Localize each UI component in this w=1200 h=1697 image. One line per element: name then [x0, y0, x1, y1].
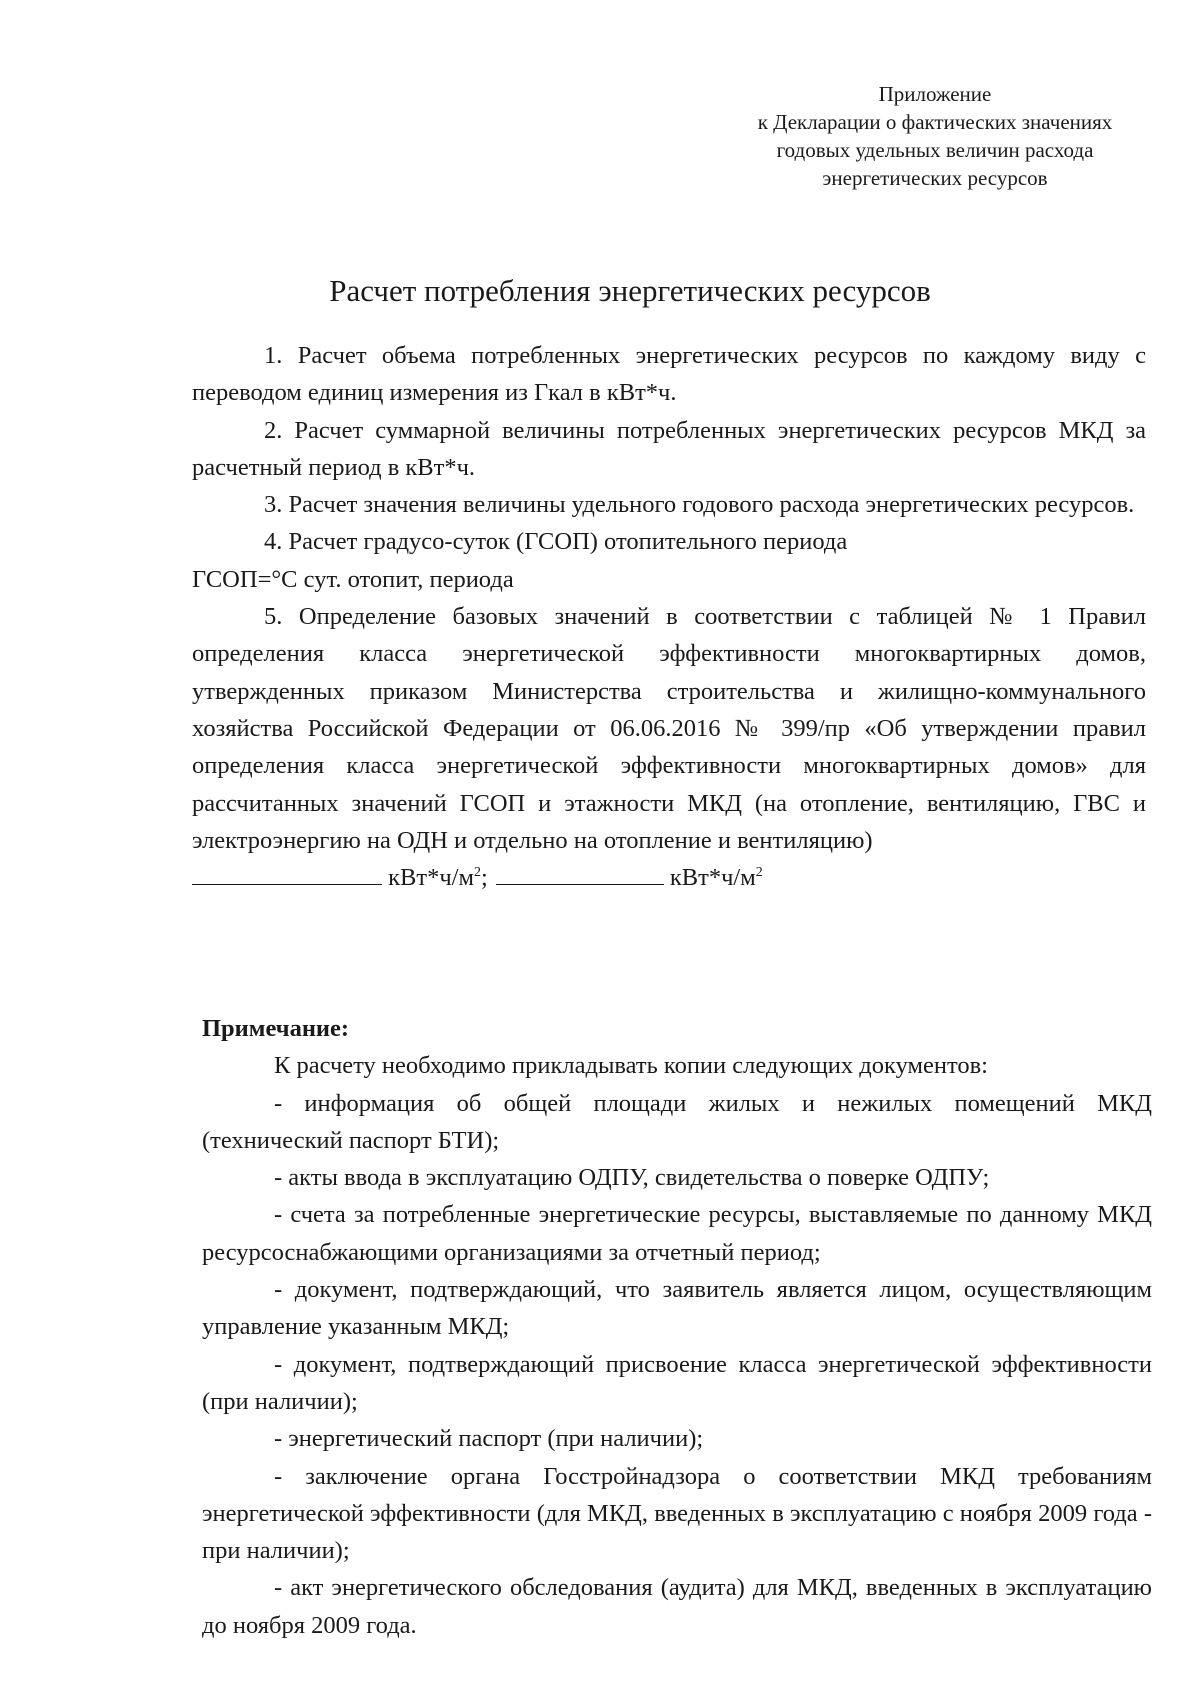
appendix-line-1: Приложение: [878, 82, 992, 106]
note-heading: Примечание:: [202, 1015, 350, 1042]
appendix-line-4: энергетических ресурсов: [822, 166, 1048, 190]
step-2: 2. Расчет суммарной величины потребленных энергетических ресурсов МКД за расчетный период в кВт*ч.: [192, 416, 1146, 481]
appendix-header: [700, 80, 1170, 192]
note-doc-item: - счета за потребленные энергетические ресурсы, выставляемые по данному МКД ресурсоснабжающими организациями за отчетный период;: [202, 1201, 1152, 1266]
step-4: 4. Расчет градусо-суток (ГСОП) отопительного периода: [264, 528, 848, 556]
note-doc-item: - акт энергетического обследования (аудита) для МКД, введенных в эксплуатацию до ноября 2009 года.: [202, 1574, 1152, 1639]
unit-label-2: [670, 864, 763, 891]
document-title: Расчет потребления энергетических ресурсов: [329, 273, 931, 308]
unit-2-text: кВт*ч/м: [669, 864, 756, 892]
note-doc-item: - документ, подтверждающий, что заявитель является лицом, осуществляющим управление указанным МКД;: [202, 1276, 1152, 1341]
base-values-row: [192, 859, 1146, 896]
unit-separator: ;: [480, 864, 488, 892]
note-doc-item: - энергетический паспорт (при наличии);: [274, 1425, 704, 1453]
unit-label-1: [388, 864, 481, 891]
step-5: 5. Определение базовых значений в соответствии с таблицей № 1 Правил определения класса энергетической эффективности многоквартирных домов, утвержденных приказом Министерства строительства и жилищно-коммунального хозяйства Российской Федерации от 06.06.2016 № 399/пр «Об утверждении правил определения класса энергетической эффективности многоквартирных домов» для рассчитанных значений ГСОП и этажности МКД (на отопление, вентиляцию, ГВС и электроэнергию на ОДН и отдельно на отопление и вентиляцию): [192, 603, 1146, 854]
note-doc-item: - заключение органа Госстройнадзора о соответствии МКД требованиям энергетической эффективности (для МКД, введенных в эксплуатацию с ноября 2009 года - при наличии);: [202, 1462, 1152, 1565]
note-doc-item: - акты ввода в эксплуатацию ОДПУ, свидетельства о поверке ОДПУ;: [274, 1164, 990, 1192]
blank-field-1[interactable]: [192, 862, 382, 885]
note-doc-item: - документ, подтверждающий присвоение класса энергетической эффективности (при наличии);: [202, 1350, 1152, 1415]
appendix-line-3: годовых удельных величин расхода: [776, 138, 1094, 162]
unit-1-sup: 2: [473, 865, 481, 880]
step-1: 1. Расчет объема потребленных энергетических ресурсов по каждому виду с переводом единиц измерения из Гкал в кВт*ч.: [192, 342, 1146, 407]
step-3: 3. Расчет значения величины удельного годового расхода энергетических ресурсов.: [264, 491, 1135, 519]
note-intro: К расчету необходимо прикладывать копии следующих документов:: [274, 1052, 988, 1080]
gsop-formula: ГСОП=°С сут. отопит, периода: [192, 565, 514, 593]
unit-1-text: кВт*ч/м: [388, 864, 474, 892]
unit-2-sup: 2: [755, 865, 763, 880]
blank-field-2[interactable]: [496, 862, 664, 885]
calculation-steps: [192, 337, 1146, 896]
note-doc-item: - информация об общей площади жилых и нежилых помещений МКД (технический паспорт БТИ);: [202, 1089, 1152, 1154]
appendix-line-2: к Декларации о фактических значениях: [757, 110, 1113, 134]
note-section: [202, 1010, 1152, 1644]
